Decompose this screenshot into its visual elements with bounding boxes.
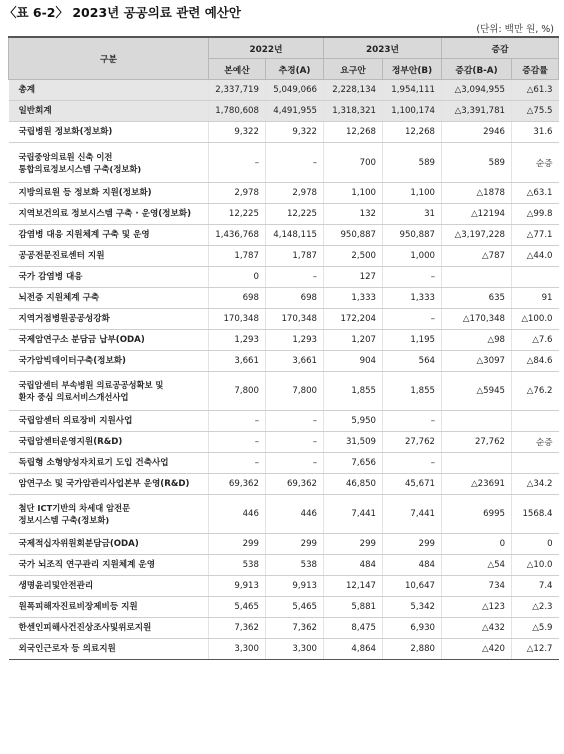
- cell-value: 698: [266, 288, 324, 309]
- cell-value: 7,441: [383, 495, 442, 534]
- row-label: [9, 411, 209, 432]
- cell-value: 0: [512, 534, 559, 555]
- cell-value: 299: [324, 534, 383, 555]
- cell-value: 446: [266, 495, 324, 534]
- cell-value: △44.0: [512, 246, 559, 267]
- cell-value: 132: [324, 204, 383, 225]
- row-label: [9, 183, 209, 204]
- table-row: [9, 639, 559, 660]
- cell-value: –: [266, 453, 324, 474]
- table-row: [9, 597, 559, 618]
- cell-value: 589: [442, 143, 512, 183]
- row-label-line: 독립형 소형양성자치료기 도입 건축사업: [18, 458, 169, 468]
- row-label: [9, 495, 209, 534]
- header-col: 정부안(B): [383, 59, 442, 80]
- row-label: [9, 534, 209, 555]
- table-row: [9, 267, 559, 288]
- cell-value: 6995: [442, 495, 512, 534]
- table-row: [9, 288, 559, 309]
- header-col: 추경(A): [266, 59, 324, 80]
- row-label: [9, 122, 209, 143]
- row-label: [9, 309, 209, 330]
- cell-value: △54: [442, 555, 512, 576]
- cell-value: △75.5: [512, 101, 559, 122]
- table-row: [9, 618, 559, 639]
- row-label: [9, 143, 209, 183]
- cell-value: △100.0: [512, 309, 559, 330]
- cell-value: 1,333: [383, 288, 442, 309]
- cell-value: △3,197,228: [442, 225, 512, 246]
- row-label: [9, 351, 209, 372]
- header-col: 증감률: [512, 59, 559, 80]
- row-label: [9, 639, 209, 660]
- row-label-line: 국가 뇌조직 연구관리 지원체계 운영: [18, 560, 155, 570]
- cell-value: 5,342: [383, 597, 442, 618]
- row-label-line: 국가암빅데이터구축(정보화): [18, 356, 126, 366]
- row-label: [9, 101, 209, 122]
- cell-value: △99.8: [512, 204, 559, 225]
- row-label: [9, 330, 209, 351]
- cell-value: 3,300: [266, 639, 324, 660]
- cell-value: △98: [442, 330, 512, 351]
- cell-value: 170,348: [209, 309, 266, 330]
- cell-value: 12,225: [266, 204, 324, 225]
- cell-value: △7.6: [512, 330, 559, 351]
- cell-value: 1,780,608: [209, 101, 266, 122]
- cell-value: 12,147: [324, 576, 383, 597]
- row-label: [9, 474, 209, 495]
- cell-value: 5,465: [266, 597, 324, 618]
- row-label-line: 총계: [18, 85, 36, 95]
- cell-value: 1,293: [266, 330, 324, 351]
- row-label-line: 국립중앙의료원 신축 이전: [18, 151, 113, 162]
- row-label: [9, 618, 209, 639]
- row-label-line: 암연구소 및 국가암관리사업본부 운영(R&D): [18, 479, 190, 489]
- table-row: [9, 372, 559, 411]
- cell-value: 2,337,719: [209, 80, 266, 101]
- cell-value: 564: [383, 351, 442, 372]
- cell-value: 2946: [442, 122, 512, 143]
- header-category: 구분: [9, 37, 209, 80]
- cell-value: 4,491,955: [266, 101, 324, 122]
- row-label-line: 첨단 ICT기반의 차세대 암전문: [18, 503, 131, 513]
- table-row: [9, 330, 559, 351]
- cell-value: 1,855: [324, 372, 383, 411]
- cell-value: △76.2: [512, 372, 559, 411]
- cell-value: 2,228,134: [324, 80, 383, 101]
- row-label-line: 지방의료원 등 정보화 지원(정보화): [18, 188, 152, 198]
- cell-value: –: [383, 411, 442, 432]
- cell-value: 2,978: [266, 183, 324, 204]
- cell-value: 7,362: [266, 618, 324, 639]
- cell-value: –: [266, 143, 324, 183]
- table-row: [9, 474, 559, 495]
- cell-value: 27,762: [383, 432, 442, 453]
- table-row: [9, 555, 559, 576]
- cell-value: △3,391,781: [442, 101, 512, 122]
- table-row: [9, 225, 559, 246]
- cell-value: [442, 453, 512, 474]
- cell-value: △5.9: [512, 618, 559, 639]
- table-row: [9, 122, 559, 143]
- cell-value: 904: [324, 351, 383, 372]
- row-label-line: 지역거점병원공공성강화: [18, 314, 110, 324]
- cell-value: –: [266, 432, 324, 453]
- cell-value: 299: [383, 534, 442, 555]
- cell-value: 5,881: [324, 597, 383, 618]
- table-row: [9, 143, 559, 183]
- cell-value: –: [209, 432, 266, 453]
- cell-value: 1,100: [383, 183, 442, 204]
- cell-value: 127: [324, 267, 383, 288]
- cell-value: 69,362: [209, 474, 266, 495]
- cell-value: 170,348: [266, 309, 324, 330]
- cell-value: △1878: [442, 183, 512, 204]
- row-label-line: 원폭피해자진료비장제비등 지원: [18, 602, 138, 612]
- cell-value: 538: [266, 555, 324, 576]
- row-label: [9, 246, 209, 267]
- cell-value: 12,225: [209, 204, 266, 225]
- cell-value: △61.3: [512, 80, 559, 101]
- cell-value: 1,787: [209, 246, 266, 267]
- cell-value: 7,800: [209, 372, 266, 411]
- table-row: [9, 453, 559, 474]
- row-label-line: 국립암센터 의료장비 지원사업: [18, 416, 133, 426]
- row-label-line: 외국인근로자 등 의료지원: [18, 644, 116, 654]
- cell-value: 69,362: [266, 474, 324, 495]
- row-label-line: 한센인피해사건진상조사및위로지원: [18, 623, 152, 633]
- table-row: [9, 576, 559, 597]
- cell-value: 1,855: [383, 372, 442, 411]
- row-label-line: 국립암센터운영지원(R&D): [18, 437, 123, 447]
- cell-value: 1,207: [324, 330, 383, 351]
- row-label: [9, 453, 209, 474]
- row-label-line: 환자 중심 의료서비스개선사업: [18, 392, 129, 402]
- cell-value: 698: [209, 288, 266, 309]
- cell-value: 1,333: [324, 288, 383, 309]
- cell-value: △5945: [442, 372, 512, 411]
- cell-value: △34.2: [512, 474, 559, 495]
- cell-value: 7,800: [266, 372, 324, 411]
- cell-value: [442, 267, 512, 288]
- cell-value: △84.6: [512, 351, 559, 372]
- cell-value: [442, 411, 512, 432]
- cell-value: 31,509: [324, 432, 383, 453]
- row-label: [9, 432, 209, 453]
- cell-value: △170,348: [442, 309, 512, 330]
- cell-value: 9,322: [209, 122, 266, 143]
- cell-value: 484: [383, 555, 442, 576]
- cell-value: 31.6: [512, 122, 559, 143]
- table-row: [9, 351, 559, 372]
- header-group-2023: 2023년: [324, 37, 442, 59]
- table-row: [9, 204, 559, 225]
- header-col: 요구안: [324, 59, 383, 80]
- cell-value: [512, 411, 559, 432]
- table-row: [9, 309, 559, 330]
- cell-value: △432: [442, 618, 512, 639]
- cell-value: 1,195: [383, 330, 442, 351]
- header-col: 본예산: [209, 59, 266, 80]
- row-label-line: 생명윤리및안전관리: [18, 581, 94, 591]
- cell-value: 45,671: [383, 474, 442, 495]
- cell-value: –: [209, 411, 266, 432]
- row-label: [9, 597, 209, 618]
- row-label-line: 국가 감염병 대응: [18, 272, 83, 282]
- cell-value: 3,661: [209, 351, 266, 372]
- cell-value: △420: [442, 639, 512, 660]
- cell-value: △63.1: [512, 183, 559, 204]
- row-label: [9, 372, 209, 411]
- row-label-line: 정보시스템 구축(정보화): [18, 515, 110, 525]
- cell-value: 0: [209, 267, 266, 288]
- table-row: [9, 411, 559, 432]
- cell-value: △3097: [442, 351, 512, 372]
- budget-table: [8, 36, 559, 660]
- cell-value: –: [209, 143, 266, 183]
- cell-value: 5,465: [209, 597, 266, 618]
- cell-value: [512, 267, 559, 288]
- cell-value: 1,954,111: [383, 80, 442, 101]
- row-label-line: 감염병 대응 지원체계 구축 및 운영: [18, 230, 150, 240]
- cell-value: 589: [383, 143, 442, 183]
- row-label-line: 국제암연구소 분담금 납부(ODA): [18, 335, 145, 345]
- cell-value: 46,850: [324, 474, 383, 495]
- row-label: [9, 555, 209, 576]
- cell-value: 9,322: [266, 122, 324, 143]
- row-label-line: 국립암센터 부속병원 의료공공성확보 및: [18, 380, 164, 390]
- cell-value: 8,475: [324, 618, 383, 639]
- header-group-2022: 2022년: [209, 37, 324, 59]
- table-row: [9, 432, 559, 453]
- cell-value: 7.4: [512, 576, 559, 597]
- row-label: [9, 288, 209, 309]
- cell-value: 950,887: [383, 225, 442, 246]
- cell-value: △12.7: [512, 639, 559, 660]
- cell-value: 2,500: [324, 246, 383, 267]
- cell-value: –: [266, 267, 324, 288]
- cell-value: 1,436,768: [209, 225, 266, 246]
- cell-value: –: [266, 411, 324, 432]
- cell-value: 734: [442, 576, 512, 597]
- row-label-line: 일반회계: [18, 106, 52, 116]
- cell-value: △10.0: [512, 555, 559, 576]
- cell-value: –: [383, 453, 442, 474]
- table-row: [9, 534, 559, 555]
- table-title: 〈표 6-2〉 2023년 공공의료 관련 예산안: [4, 5, 241, 20]
- cell-value: 12,268: [383, 122, 442, 143]
- cell-value: –: [383, 309, 442, 330]
- table-row: [9, 80, 559, 101]
- cell-value: 299: [209, 534, 266, 555]
- cell-value: 7,362: [209, 618, 266, 639]
- header-group-change: 증감: [442, 37, 559, 59]
- cell-value: 7,656: [324, 453, 383, 474]
- cell-value: 700: [324, 143, 383, 183]
- row-label-line: 지역보건의료 정보시스템 구축 · 운영(정보화): [18, 209, 192, 219]
- cell-value: 4,864: [324, 639, 383, 660]
- cell-value: △12194: [442, 204, 512, 225]
- cell-value: 91: [512, 288, 559, 309]
- cell-value: 299: [266, 534, 324, 555]
- row-label-line: 공공전문진료센터 지원: [18, 251, 105, 261]
- cell-value: 172,204: [324, 309, 383, 330]
- cell-value: 1,318,321: [324, 101, 383, 122]
- cell-value: 7,441: [324, 495, 383, 534]
- cell-value: 1,293: [209, 330, 266, 351]
- cell-value: 1568.4: [512, 495, 559, 534]
- cell-value: 446: [209, 495, 266, 534]
- table-row: [9, 183, 559, 204]
- table-row: [9, 495, 559, 534]
- header-col: 증감(B-A): [442, 59, 512, 80]
- cell-value: 1,000: [383, 246, 442, 267]
- row-label: [9, 267, 209, 288]
- row-label-line: 통합의료정보시스템 구축(정보화): [18, 163, 142, 174]
- row-label: [9, 204, 209, 225]
- row-label-line: 뇌전증 지원체계 구축: [18, 293, 100, 303]
- table-row: [9, 101, 559, 122]
- cell-value: 484: [324, 555, 383, 576]
- cell-value: 3,300: [209, 639, 266, 660]
- cell-value: 12,268: [324, 122, 383, 143]
- cell-value: 5,049,066: [266, 80, 324, 101]
- cell-value: 2,978: [209, 183, 266, 204]
- row-label: [9, 80, 209, 101]
- cell-value: 0: [442, 534, 512, 555]
- row-label-line: 국제적십자위원회분담금(ODA): [18, 539, 139, 549]
- cell-value: △123: [442, 597, 512, 618]
- cell-value: 635: [442, 288, 512, 309]
- cell-value: 538: [209, 555, 266, 576]
- unit-note: (단위: 백만 원, %): [476, 24, 554, 35]
- table-row: [9, 246, 559, 267]
- cell-value: 4,148,115: [266, 225, 324, 246]
- cell-value: 6,930: [383, 618, 442, 639]
- row-label: [9, 225, 209, 246]
- cell-value: △2.3: [512, 597, 559, 618]
- cell-value: 9,913: [266, 576, 324, 597]
- cell-value: 1,100: [324, 183, 383, 204]
- cell-value: △787: [442, 246, 512, 267]
- cell-value: 순증: [512, 143, 559, 183]
- cell-value: 순증: [512, 432, 559, 453]
- cell-value: 950,887: [324, 225, 383, 246]
- cell-value: 1,100,174: [383, 101, 442, 122]
- cell-value: △77.1: [512, 225, 559, 246]
- row-label: [9, 576, 209, 597]
- cell-value: 2,880: [383, 639, 442, 660]
- cell-value: 31: [383, 204, 442, 225]
- row-label-line: 국립병원 정보화(정보화): [18, 127, 113, 137]
- cell-value: 9,913: [209, 576, 266, 597]
- cell-value: △3,094,955: [442, 80, 512, 101]
- cell-value: 1,787: [266, 246, 324, 267]
- cell-value: △23691: [442, 474, 512, 495]
- cell-value: 5,950: [324, 411, 383, 432]
- cell-value: [512, 453, 559, 474]
- cell-value: –: [383, 267, 442, 288]
- cell-value: 27,762: [442, 432, 512, 453]
- cell-value: –: [209, 453, 266, 474]
- cell-value: 3,661: [266, 351, 324, 372]
- cell-value: 10,647: [383, 576, 442, 597]
